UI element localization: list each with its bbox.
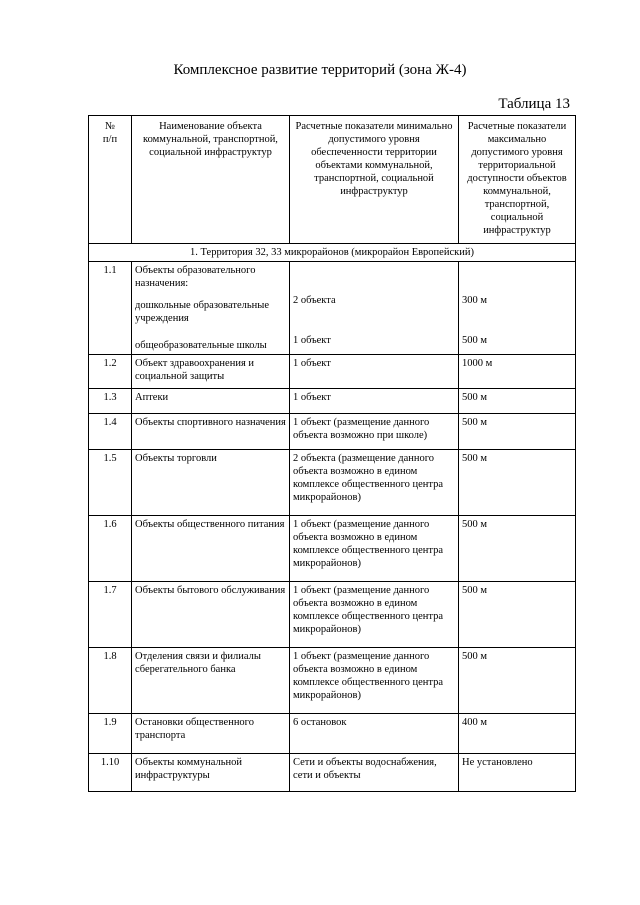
row-name: Объекты коммунальной инфраструктуры (132, 754, 290, 792)
table-row (89, 516, 576, 582)
row-min: 1 объект (290, 355, 459, 389)
row-name: Объекты общественного питания (132, 516, 290, 582)
table-row (89, 714, 576, 754)
table-row (89, 450, 576, 516)
row-name: Аптеки (132, 389, 290, 414)
row-num: 1.9 (89, 714, 132, 754)
row-max: 500 м (459, 648, 576, 714)
header-max-access: Расчетные показатели максимально допустимого уровня территориальной доступности объектов коммунальной, транспортной, социальной инфраструктур (459, 116, 576, 244)
row-min: Сети и объекты водоснабжения, сети и объекты (290, 754, 459, 792)
table-label: Таблица 13 (498, 96, 570, 112)
row-num: 1.7 (89, 582, 132, 648)
table-header-row (89, 116, 576, 244)
row-min: 6 остановок (290, 714, 459, 754)
row-num: 1.3 (89, 389, 132, 414)
sub-name-schools: общеобразовательные школы (135, 340, 267, 351)
sub-max-preschool: 300 м (462, 295, 488, 306)
row-name: Объекты бытового обслуживания (132, 582, 290, 648)
row-num: 1.2 (89, 355, 132, 389)
section-title: 1. Территория 32, 33 микрорайонов (микрорайон Европейский) (89, 244, 576, 262)
row-num: 1.6 (89, 516, 132, 582)
section-row (89, 244, 576, 262)
sub-min-preschool: 2 объекта (293, 295, 336, 306)
row-min: 1 объект (размещение данного объекта возможно в едином комплексе общественного центра микрорайонов) (290, 516, 459, 582)
row-max: 500 м (459, 516, 576, 582)
row-min: 1 объект (размещение данного объекта возможно в едином комплексе общественного центра микрорайонов) (290, 648, 459, 714)
row-max: 500 м (459, 582, 576, 648)
table-row (89, 582, 576, 648)
row-max: 1000 м (459, 355, 576, 389)
table-row (89, 262, 576, 355)
row-num: 1.4 (89, 414, 132, 450)
row-name (132, 262, 290, 355)
row-name: Объект здравоохранения и социальной защиты (132, 355, 290, 389)
table-row (89, 414, 576, 450)
row-num: 1.10 (89, 754, 132, 792)
table-row (89, 648, 576, 714)
row-num: 1.1 (89, 262, 132, 355)
row-min: 1 объект (размещение данного объекта возможно при школе) (290, 414, 459, 450)
row-min: 1 объект (290, 389, 459, 414)
row-max: 500 м (459, 414, 576, 450)
infrastructure-table (88, 115, 576, 792)
header-min-level: Расчетные показатели минимально допустимого уровня обеспеченности территории объектами коммунальной, транспортной, социальной инфраструктур (290, 116, 459, 244)
row-max: 500 м (459, 450, 576, 516)
header-num: № п/п (89, 116, 132, 244)
header-name: Наименование объекта коммунальной, транспортной, социальной инфраструктур (132, 116, 290, 244)
row-name: Объекты спортивного назначения (132, 414, 290, 450)
row-name: Отделения связи и филиалы сберегательного банка (132, 648, 290, 714)
row-min (290, 262, 459, 355)
table-row (89, 754, 576, 792)
row-num: 1.8 (89, 648, 132, 714)
row-max: 400 м (459, 714, 576, 754)
row-name-main: Объекты образовательного назначения: (135, 265, 256, 289)
sub-min-schools: 1 объект (293, 335, 331, 346)
row-num: 1.5 (89, 450, 132, 516)
row-max: 500 м (459, 389, 576, 414)
row-max: Не установлено (459, 754, 576, 792)
document-title: Комплексное развитие территорий (зона Ж-4) (173, 62, 467, 78)
row-max (459, 262, 576, 355)
table-row (89, 355, 576, 389)
row-name: Остановки общественного транспорта (132, 714, 290, 754)
row-name: Объекты торговли (132, 450, 290, 516)
sub-max-schools: 500 м (462, 335, 488, 346)
sub-name-preschool: дошкольные образовательные учреждения (135, 300, 270, 324)
row-min: 1 объект (размещение данного объекта возможно в едином комплексе общественного центра микрорайонов) (290, 582, 459, 648)
table-row (89, 389, 576, 414)
row-min: 2 объекта (размещение данного объекта возможно в едином комплексе общественного центра микрорайонов) (290, 450, 459, 516)
